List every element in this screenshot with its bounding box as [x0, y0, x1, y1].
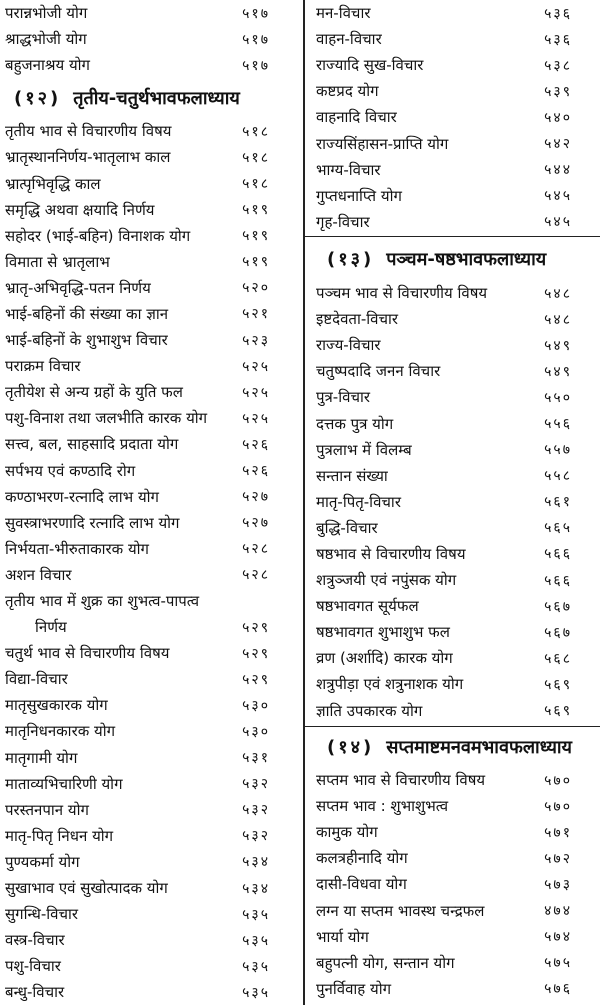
toc-list — [0, 118, 300, 1005]
entry-title: चतुर्थ भाव से विचारणीय विषय — [5, 644, 170, 663]
entry-title: बन्धु-विचार — [5, 983, 65, 1002]
entry-title: चतुष्पदादि जनन विचार — [316, 362, 441, 381]
entry-title: मातृ-पितृ निधन योग — [5, 826, 114, 845]
entry-page-number: ५५६ — [544, 416, 572, 433]
entry-title: मातृ-पितृ-विचार — [316, 492, 401, 511]
entry-page-number: ५२५ — [242, 384, 270, 401]
toc-entry — [305, 78, 600, 104]
entry-page-number: ५२९ — [242, 671, 270, 688]
toc-entry — [0, 666, 300, 692]
entry-page-number: ५३५ — [242, 984, 270, 1001]
entry-title: बहुजनाश्रय योग — [5, 56, 90, 75]
toc-entry — [0, 431, 300, 457]
entry-page-number: ५२८ — [242, 541, 270, 558]
chapter-number: (१४) — [327, 737, 375, 758]
toc-entry — [0, 301, 300, 327]
entry-title: मातृसुखकारक योग — [5, 696, 108, 715]
toc-entry — [305, 976, 600, 1002]
chapter-title: पञ्चम-षष्ठभावफलाध्याय — [386, 248, 547, 270]
entry-page-number: ५२९ — [242, 619, 270, 636]
toc-entry — [305, 104, 600, 130]
entry-title: पराक्रम विचार — [5, 357, 81, 376]
entry-title: शत्रुञ्जयी एवं नपुंसक योग — [316, 571, 457, 590]
entry-page-number: ५३१ — [242, 750, 270, 767]
entry-title: भाग्य-विचार — [316, 160, 381, 179]
entry-title: सर्पभय एवं कण्ठादि रोग — [5, 461, 136, 480]
toc-entry — [305, 593, 600, 619]
entry-page-number: ५५८ — [544, 468, 572, 485]
entry-page-number: ५२९ — [242, 645, 270, 662]
entry-title: पशु-विनाश तथा जलभीति कारक योग — [5, 409, 208, 428]
toc-entry — [305, 0, 600, 26]
toc-entry — [305, 209, 600, 235]
toc-entry — [305, 567, 600, 593]
entry-title: श्राद्धभोजी योग — [5, 30, 87, 49]
entry-page-number: ५१९ — [242, 254, 270, 271]
entry-page-number: ५२३ — [242, 332, 270, 349]
entry-page-number: ५५० — [544, 389, 572, 406]
entry-title: भ्रात्पृभिवृद्धि काल — [5, 174, 101, 193]
entry-title: बुद्धि-विचार — [316, 518, 378, 537]
entry-page-number: ५४५ — [544, 214, 572, 231]
chapter-heading — [305, 236, 600, 280]
entry-title: निर्भयता-भीरुताकारक योग — [5, 539, 149, 558]
toc-entry — [0, 405, 300, 431]
toc-entry — [0, 327, 300, 353]
entry-page-number: ५६६ — [544, 572, 572, 589]
entry-page-number: ५६७ — [544, 598, 572, 615]
entry-title: परस्तनपान योग — [5, 800, 89, 819]
entry-title: विमाता से भ्रातृलाभ — [5, 252, 110, 271]
toc-entry — [305, 698, 600, 724]
entry-title: अशन विचार — [5, 565, 72, 584]
entry-page-number: ५३२ — [242, 802, 270, 819]
entry-title: कण्ठाभरण-रत्नादि लाभ योग — [5, 487, 159, 506]
entry-title: सप्तम भाव : शुभाशुभत्व — [316, 797, 449, 816]
entry-title: षष्ठभाव से विचारणीय विषय — [316, 544, 466, 563]
entry-title: शत्रुपीड़ा एवं शत्रुनाशक योग — [316, 675, 464, 694]
entry-title: सन्तान संख्या — [316, 466, 388, 485]
entry-page-number: ५१७ — [242, 31, 270, 48]
entry-title: वस्त्र-विचार — [5, 931, 65, 950]
right-column — [303, 0, 600, 1005]
entry-title: पुत्र-विचार — [316, 388, 370, 407]
entry-page-number: ५३६ — [544, 31, 572, 48]
entry-page-number: ५३८ — [544, 57, 572, 74]
toc-entry — [0, 875, 300, 901]
toc-entry — [0, 640, 300, 666]
entry-title: राज्य-विचार — [316, 336, 381, 355]
toc-entry — [305, 410, 600, 436]
entry-page-number: ५२६ — [242, 463, 270, 480]
entry-page-number: ५४५ — [544, 188, 572, 205]
toc-entry — [0, 771, 300, 797]
chapter-heading — [0, 78, 300, 118]
toc-entry — [0, 823, 300, 849]
entry-title: सुखाभाव एवं सुखोत्पादक योग — [5, 879, 168, 898]
entry-title: मन-विचार — [316, 4, 371, 23]
toc-list — [305, 767, 600, 1002]
entry-title: पञ्चम भाव से विचारणीय विषय — [316, 284, 488, 303]
entry-page-number: ५२७ — [242, 489, 270, 506]
toc-entry — [305, 871, 600, 897]
toc-entry — [0, 458, 300, 484]
entry-title: दासी-विधवा योग — [316, 875, 407, 894]
entry-page-number: ५६८ — [544, 650, 572, 667]
entry-page-number: ५६९ — [544, 676, 572, 693]
toc-entry — [305, 463, 600, 489]
toc-entry — [305, 950, 600, 976]
entry-page-number: ५७४ — [544, 929, 572, 946]
toc-entry — [305, 924, 600, 950]
entry-page-number: ५३५ — [242, 906, 270, 923]
entry-page-number: ५४९ — [544, 337, 572, 354]
entry-title: राज्यसिंहासन-प्राप्ति योग — [316, 134, 449, 153]
entry-title: बहुपत्नी योग, सन्तान योग — [316, 953, 455, 972]
chapter-title: सप्तमाष्टमनवमभावफलाध्याय — [386, 737, 573, 758]
entry-title: सहोदर (भाई-बहिन) विनाशक योग — [5, 226, 191, 245]
toc-entry — [305, 384, 600, 410]
entry-title: भार्या योग — [316, 927, 369, 946]
entry-title: पशु-विचार — [5, 957, 61, 976]
entry-title: सप्तम भाव से विचारणीय विषय — [316, 771, 486, 790]
entry-title: पुनर्विवाह योग — [316, 979, 392, 998]
toc-entry — [0, 118, 300, 144]
toc-entry — [0, 249, 300, 275]
toc-entry — [0, 197, 300, 223]
toc-entry — [0, 144, 300, 170]
toc-entry — [0, 26, 300, 52]
toc-entry — [305, 130, 600, 156]
entry-title: इष्टदेवता-विचार — [316, 310, 399, 329]
toc-list — [305, 0, 600, 236]
toc-entry — [305, 489, 600, 515]
toc-entry — [0, 223, 300, 249]
toc-entry — [0, 718, 300, 744]
entry-title: दत्तक पुत्र योग — [316, 414, 394, 433]
entry-title: परान्नभोजी योग — [5, 4, 88, 23]
entry-page-number: ५६५ — [544, 520, 572, 537]
entry-page-number: ५६७ — [544, 624, 572, 641]
entry-title: तृतीयेश से अन्य ग्रहों के युति फल — [5, 383, 183, 402]
toc-entry — [0, 0, 300, 26]
entry-title: सुवस्त्राभरणादि रत्नादि लाभ योग — [5, 513, 180, 532]
entry-title: कष्टप्रद योग — [316, 82, 379, 101]
entry-title: सत्त्व, बल, साहसादि प्रदाता योग — [5, 435, 179, 454]
toc-entry — [305, 358, 600, 384]
entry-page-number: ५४० — [544, 109, 572, 126]
toc-list — [305, 280, 600, 726]
entry-page-number: ५२८ — [242, 567, 270, 584]
toc-entry — [0, 484, 300, 510]
toc-entry — [0, 170, 300, 196]
entry-title: वाहनादि विचार — [316, 108, 397, 127]
entry-title: ज्ञाति उपकारक योग — [316, 701, 423, 720]
entry-title: पुण्यकर्मा योग — [5, 852, 80, 871]
entry-title: मातृनिधनकारक योग — [5, 722, 116, 741]
entry-title: भाई-बहिनों की संख्या का ज्ञान — [5, 304, 169, 323]
toc-entry — [0, 692, 300, 718]
entry-title: मातृगामी योग — [5, 748, 78, 767]
toc-entry — [305, 767, 600, 793]
toc-entry — [0, 562, 300, 588]
chapter-number: (१३) — [327, 248, 375, 270]
entry-title: वाहन-विचार — [316, 30, 382, 49]
entry-title: कलत्रहीनादि योग — [316, 849, 408, 868]
entry-page-number: ५६६ — [544, 546, 572, 563]
toc-entry — [305, 52, 600, 78]
entry-page-number: ५१७ — [242, 5, 270, 22]
entry-page-number: ५३४ — [242, 854, 270, 871]
entry-page-number: ५३० — [242, 723, 270, 740]
entry-page-number: ५६९ — [544, 703, 572, 720]
entry-page-number: ५२५ — [242, 358, 270, 375]
entry-page-number: ५३२ — [242, 776, 270, 793]
entry-page-number: ५४८ — [544, 285, 572, 302]
entry-page-number: ५२७ — [242, 515, 270, 532]
toc-entry — [305, 645, 600, 671]
entry-title: गुप्तधनाप्ति योग — [316, 186, 402, 205]
entry-title: तृतीय भाव में शुक्र का शुभत्व-पापत्व — [5, 592, 200, 611]
toc-entry — [305, 793, 600, 819]
entry-page-number: ५७० — [544, 772, 572, 789]
toc-entry — [305, 437, 600, 463]
toc-entry — [0, 52, 300, 78]
toc-entry — [305, 671, 600, 697]
entry-page-number: ५५७ — [544, 442, 572, 459]
entry-page-number: ५१९ — [242, 202, 270, 219]
toc-entry — [305, 619, 600, 645]
entry-title: षष्ठभावगत सूर्यफल — [316, 597, 419, 616]
entry-page-number: ५४८ — [544, 311, 572, 328]
entry-title: राज्यादि सुख-विचार — [316, 56, 424, 75]
entry-page-number: ५२६ — [242, 436, 270, 453]
entry-page-number: ५७३ — [544, 876, 572, 893]
entry-title: तृतीय भाव से विचारणीय विषय — [5, 122, 172, 141]
entry-title: विद्या-विचार — [5, 670, 68, 689]
entry-title: निर्णय — [35, 618, 67, 637]
toc-entry — [0, 797, 300, 823]
toc-list — [0, 0, 300, 78]
toc-entry — [305, 280, 600, 306]
toc-entry — [305, 183, 600, 209]
toc-entry — [0, 849, 300, 875]
toc-entry — [305, 897, 600, 923]
toc-entry — [0, 901, 300, 927]
entry-title: षष्ठभावगत शुभाशुभ फल — [316, 623, 450, 642]
entry-title: माताव्यभिचारिणी योग — [5, 774, 123, 793]
entry-page-number: ५४२ — [544, 136, 572, 153]
toc-entry — [0, 536, 300, 562]
entry-title: समृद्धि अथवा क्षयादि निर्णय — [5, 200, 155, 219]
entry-page-number: ५३४ — [242, 880, 270, 897]
entry-page-number: ५२१ — [242, 306, 270, 323]
toc-entry — [305, 819, 600, 845]
entry-page-number: ५१९ — [242, 228, 270, 245]
entry-page-number: ५६१ — [544, 494, 572, 511]
entry-page-number: ५३५ — [242, 958, 270, 975]
entry-page-number: ५३६ — [544, 5, 572, 22]
entry-page-number: ५१७ — [242, 57, 270, 74]
chapter-heading — [305, 726, 600, 767]
entry-title: भ्रातृस्थाननिर्णय-भातृलाभ काल — [5, 148, 171, 167]
toc-entry — [0, 953, 300, 979]
entry-page-number: ५३२ — [242, 828, 270, 845]
entry-title: कामुक योग — [316, 823, 378, 842]
entry-page-number: ५१८ — [242, 176, 270, 193]
toc-entry — [305, 26, 600, 52]
toc-entry — [0, 614, 300, 640]
entry-page-number: ५३० — [242, 697, 270, 714]
entry-page-number: ५७२ — [544, 850, 572, 867]
toc-entry — [305, 306, 600, 332]
toc-entry — [305, 845, 600, 871]
entry-page-number: ४७४ — [544, 903, 572, 920]
entry-page-number: ५२० — [242, 280, 270, 297]
entry-page-number: ५३५ — [242, 932, 270, 949]
toc-entry — [305, 157, 600, 183]
toc-entry — [0, 588, 300, 614]
entry-page-number: ५३९ — [544, 83, 572, 100]
entry-title: व्रण (अर्शादि) कारक योग — [316, 649, 453, 668]
entry-page-number: ५१८ — [242, 149, 270, 166]
entry-page-number: ५१८ — [242, 123, 270, 140]
entry-title: सुगन्धि-विचार — [5, 905, 79, 924]
entry-page-number: ५४४ — [544, 162, 572, 179]
toc-entry — [0, 510, 300, 536]
toc-entry — [0, 275, 300, 301]
entry-page-number: ५७० — [544, 798, 572, 815]
entry-page-number: ५७५ — [544, 955, 572, 972]
entry-page-number: ५७६ — [544, 981, 572, 998]
entry-page-number: ५२५ — [242, 410, 270, 427]
entry-title: भाई-बहिनों के शुभाशुभ विचार — [5, 331, 168, 350]
entry-title: लग्न या सप्तम भावस्थ चन्द्रफल — [316, 901, 485, 920]
entry-page-number: ५७१ — [544, 824, 572, 841]
chapter-number: (१२) — [14, 88, 62, 110]
entry-page-number: ५४९ — [544, 363, 572, 380]
chapter-title: तृतीय-चतुर्थभावफलाध्याय — [73, 88, 240, 110]
toc-entry — [0, 927, 300, 953]
toc-entry — [0, 745, 300, 771]
toc-entry — [305, 515, 600, 541]
entry-title: भ्रातृ-अभिवृद्धि-पतन निर्णय — [5, 278, 151, 297]
entry-title: गृह-विचार — [316, 212, 370, 231]
toc-entry — [0, 353, 300, 379]
toc-entry — [305, 332, 600, 358]
toc-entry — [305, 541, 600, 567]
entry-title: पुत्रलाभ में विलम्ब — [316, 440, 412, 459]
toc-entry — [0, 979, 300, 1005]
toc-entry — [0, 379, 300, 405]
